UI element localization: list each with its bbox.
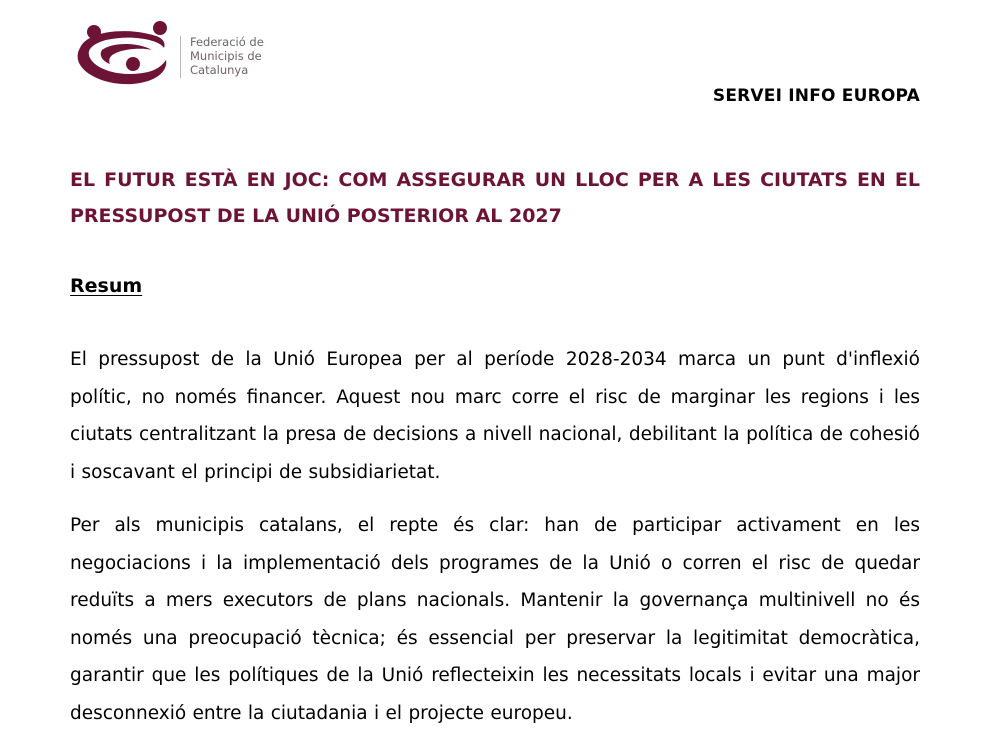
logo-divider xyxy=(180,36,181,78)
summary-paragraph: El pressupost de la Unió Europea per al període 2028-2034 marca un punt d'inflexió polític, no només financer. Aquest nou marc corre el risc de marginar les regions i les ciutats centralitzant la presa de decisions a nivell nacional, debilitant la política de cohesió i soscavant el principi de subsidiarietat. xyxy=(70,349,920,483)
section-heading: Resum xyxy=(70,275,143,297)
organization-name xyxy=(190,35,300,77)
fmc-logo-icon xyxy=(72,20,172,86)
document-title: EL FUTUR ESTÀ EN JOC: COM ASSEGURAR UN LLOC PER A LES CIUTATS EN EL PRESSUPOST DE LA UNIÓ POSTERIOR AL 2027 xyxy=(70,169,920,227)
service-label: SERVEI INFO EUROPA xyxy=(712,86,920,106)
summary-paragraph: Per als municipis catalans, el repte és clar: han de participar activament en les negociacions i la implementació dels programes de la Unió o corren el risc de quedar reduïts a mers executors de plans nacionals. Mantenir la governança multinivell no és només una preocupació tècnica; és essencial per preservar la legitimitat democràtica, garantir que les polítiques de la Unió reflecteixin les necessitats locals i evitar una major desconnexió entre la ciutadania i el projecte europeu. xyxy=(70,515,920,724)
organization-name-line: Federació de xyxy=(190,35,264,49)
organization-name-line: Catalunya xyxy=(190,63,249,77)
organization-logo xyxy=(72,20,292,90)
organization-name-line: Municipis de xyxy=(190,49,262,63)
